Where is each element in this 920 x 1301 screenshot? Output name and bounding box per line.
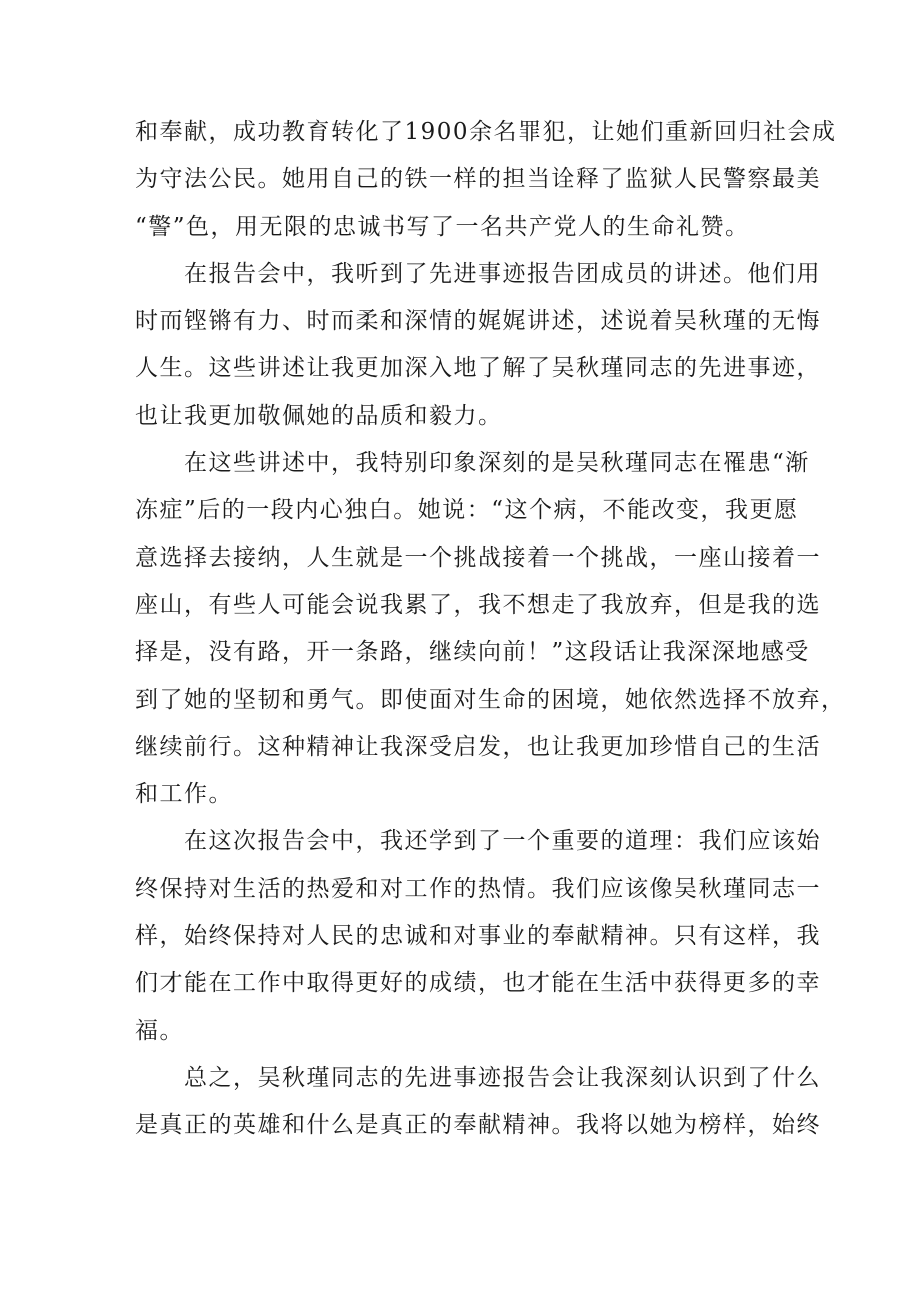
text-line: 继续前行。这种精神让我深受启发，也让我更加珍惜自己的生活 [135, 733, 821, 760]
text-line: 在报告会中，我听到了先进事迹报告团成员的讲述。他们用 [184, 260, 821, 287]
text-line: 样，始终保持对人民的忠诚和对事业的奉献精神。只有这样，我 [135, 923, 821, 950]
text-line: 福。 [135, 1017, 184, 1044]
text-line: 在这次报告会中，我还学到了一个重要的道理：我们应该始 [184, 828, 821, 855]
paragraph-4 [135, 818, 821, 1054]
text-line: 到了她的坚韧和勇气。即使面对生命的困境，她依然选择不放弃， [135, 686, 846, 713]
text-line: 和奉献，成功教育转化了1900余名罪犯，让她们重新回归社会成 [135, 119, 837, 145]
text-line: 为守法公民。她用自己的铁一样的担当诠释了监狱人民警察最美 [135, 166, 821, 193]
text-line: 时而铿锵有力、时而柔和深情的娓娓讲述，述说着吴秋瑾的无悔 [135, 308, 821, 335]
text-line: 们才能在工作中取得更好的成绩，也才能在生活中获得更多的幸 [135, 970, 821, 997]
paragraph-3 [135, 440, 846, 818]
text-line: 是真正的英雄和什么是真正的奉献精神。我将以她为榜样，始终 [135, 1112, 821, 1139]
text-line: “警”色，用无限的忠诚书写了一名共产党人的生命礼赞。 [135, 213, 750, 240]
text-line: 座山，有些人可能会说我累了，我不想走了我放弃，但是我的选 [135, 591, 821, 618]
text-line: 人生。这些讲述让我更加深入地了解了吴秋瑾同志的先进事迹， [135, 355, 821, 382]
text-line: 也让我更加敬佩她的品质和毅力。 [135, 402, 503, 429]
text-line: 和工作。 [135, 781, 233, 808]
paragraph-5 [135, 1055, 821, 1150]
text-line: 择是，没有路，开一条路，继续向前！”这段话让我深深地感受 [135, 639, 810, 666]
paragraph-1 [135, 109, 837, 251]
text-line: 总之，吴秋瑾同志的先进事迹报告会让我深刻认识到了什么 [184, 1064, 821, 1091]
text-line: 在这些讲述中，我特别印象深刻的是吴秋瑾同志在罹患“渐 [184, 450, 810, 477]
text-line: 终保持对生活的热爱和对工作的热情。我们应该像吴秋瑾同志一 [135, 875, 821, 902]
paragraph-2 [135, 251, 821, 440]
text-line: 冻症”后的一段内心独白。她说：“这个病，不能改变，我更愿 [135, 497, 799, 524]
text-line: 意选择去接纳，人生就是一个挑战接着一个挑战，一座山接着一 [135, 544, 821, 571]
document-body [135, 109, 846, 1150]
